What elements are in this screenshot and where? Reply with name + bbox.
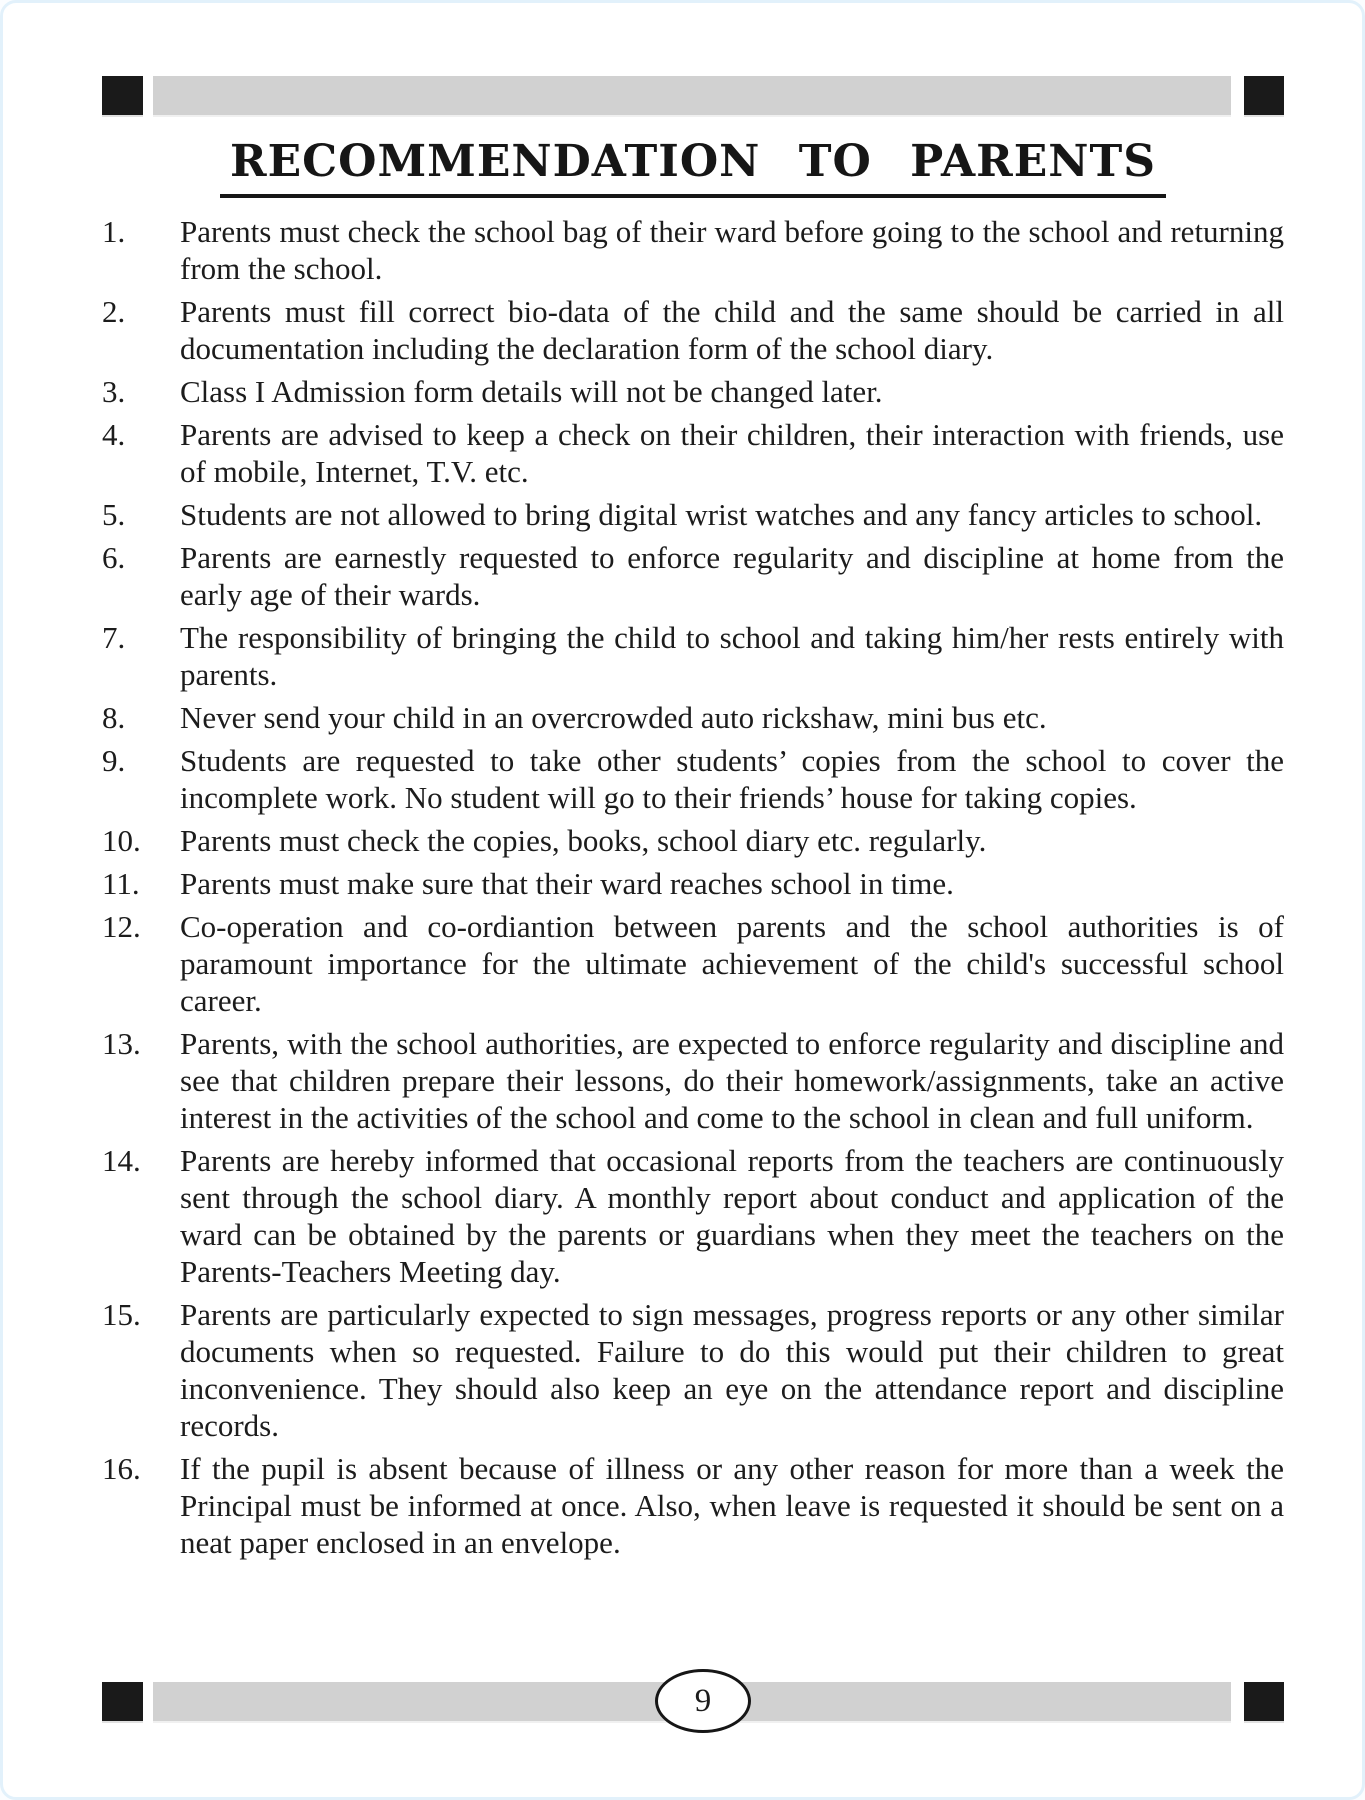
list-item [102, 373, 1284, 410]
recommendations-list [102, 213, 1284, 1561]
list-item [102, 865, 1284, 902]
item-number: 6. [102, 539, 126, 575]
header-right-square [1244, 76, 1284, 115]
page-number-badge [655, 1669, 751, 1733]
footer-left-square [102, 1682, 143, 1721]
list-item [102, 742, 1284, 816]
item-text: If the pupil is absent because of illness or any other reason for more than a week the Principal must be informed at once. Also, when leave is requested it should be sent on a neat paper enclosed in an envelope. [180, 1450, 1284, 1560]
item-text: Parents are earnestly requested to enforce regularity and discipline at home from the early age of their wards. [180, 539, 1284, 612]
item-text: Parents are advised to keep a check on their children, their interaction with friends, use of mobile, Internet, T.V. etc. [180, 416, 1284, 489]
list-item [102, 1142, 1284, 1290]
list-item [102, 293, 1284, 367]
item-text: Parents are particularly expected to sign messages, progress reports or any other similar documents when so requested. Failure to do this would put their children to great inconvenience. They should also keep an eye on the attendance report and discipline records. [180, 1296, 1284, 1443]
item-number: 13. [102, 1025, 141, 1061]
item-number: 5. [102, 496, 126, 532]
item-text: Parents are hereby informed that occasional reports from the teachers are continuously sent through the school diary. A monthly report about conduct and application of the ward can be obtained by the parents or guardians when they meet the teachers on the Parents-Teachers Meeting day. [180, 1142, 1284, 1289]
item-number: 2. [102, 293, 126, 329]
list-item [102, 619, 1284, 693]
item-number: 12. [102, 908, 141, 944]
list-item [102, 1450, 1284, 1561]
item-number: 4. [102, 416, 126, 452]
item-number: 15. [102, 1296, 141, 1332]
list-item [102, 496, 1284, 533]
item-number: 8. [102, 699, 126, 735]
item-text: Parents, with the school authorities, are expected to enforce regularity and discipline and see that children prepare their lessons, do their homework/assignments, take an active interest in the activities of the school and come to the school in clean and full uniform. [180, 1025, 1284, 1135]
list-item [102, 416, 1284, 490]
item-text: Never send your child in an overcrowded auto rickshaw, mini bus etc. [180, 699, 1047, 735]
header-left-square [102, 76, 143, 115]
list-item [102, 699, 1284, 736]
item-text: Parents must fill correct bio-data of the child and the same should be carried in all documentation including the declaration form of the school diary. [180, 293, 1284, 366]
item-number: 7. [102, 619, 126, 655]
list-item [102, 213, 1284, 287]
item-text: Class I Admission form details will not be changed later. [180, 373, 883, 409]
page-title: RECOMMENDATION TO PARENTS [220, 137, 1166, 198]
page-number: 9 [694, 1682, 712, 1719]
item-text: Parents must check the school bag of their ward before going to the school and returning from the school. [180, 213, 1284, 286]
item-text: Parents must make sure that their ward reaches school in time. [180, 865, 954, 901]
item-text: Co-operation and co-ordiantion between parents and the school authorities is of paramount importance for the ultimate achievement of the child's successful school career. [180, 908, 1284, 1018]
item-number: 10. [102, 822, 141, 858]
item-number: 1. [102, 213, 126, 249]
page-content [102, 137, 1284, 1567]
item-text: The responsibility of bringing the child to school and taking him/her rests entirely with parents. [180, 619, 1284, 692]
item-text: Students are not allowed to bring digital wrist watches and any fancy articles to school. [180, 496, 1263, 532]
header-gray-bar [153, 76, 1231, 115]
item-number: 9. [102, 742, 126, 778]
item-number: 3. [102, 373, 126, 409]
list-item [102, 1025, 1284, 1136]
list-item [102, 1296, 1284, 1444]
list-item [102, 822, 1284, 859]
item-number: 14. [102, 1142, 141, 1178]
list-item [102, 539, 1284, 613]
item-number: 16. [102, 1450, 141, 1486]
item-text: Students are requested to take other students’ copies from the school to cover the incomplete work. No student will go to their friends’ house for taking copies. [180, 742, 1284, 815]
item-text: Parents must check the copies, books, school diary etc. regularly. [180, 822, 987, 858]
item-number: 11. [102, 865, 140, 901]
footer-right-square [1244, 1682, 1284, 1721]
list-item [102, 908, 1284, 1019]
